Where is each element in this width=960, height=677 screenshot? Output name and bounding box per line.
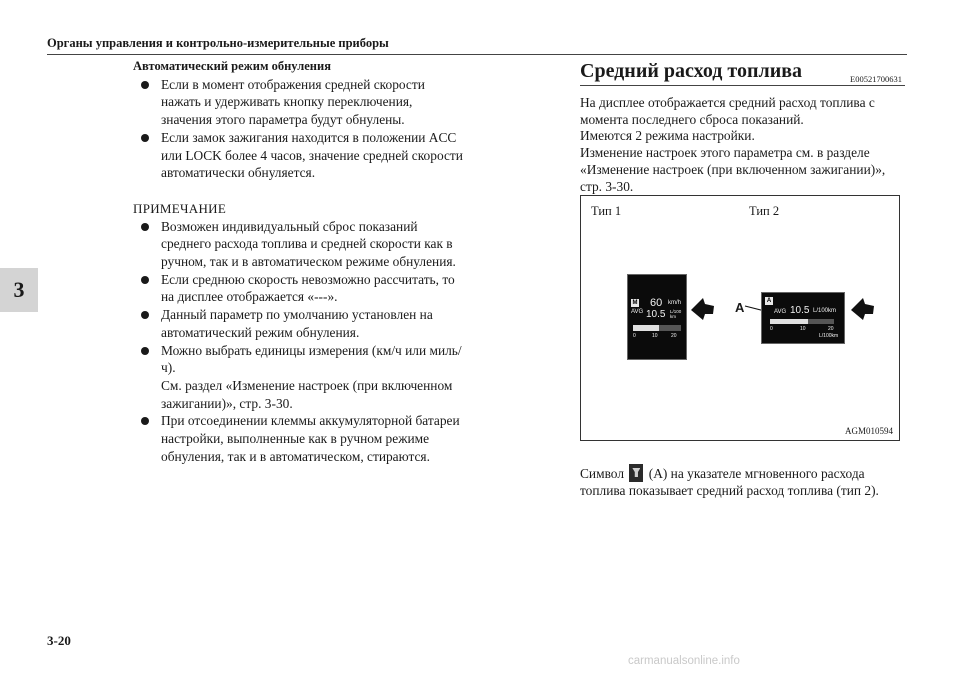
fuel-bar-fill bbox=[770, 319, 808, 324]
tick-label: 20 bbox=[828, 326, 834, 332]
list-item: Если в момент отображения средней скорости нажать и удерживать кнопку переключения, значения этого параметра будут обнулены. bbox=[139, 76, 463, 129]
figure-code: AGM010594 bbox=[844, 426, 893, 436]
caption-before: Символ bbox=[580, 466, 625, 481]
speed-value: 60 bbox=[650, 297, 663, 309]
list-item: Если замок зажигания находится в положении ACC или LOCK более 4 часов, значение средней скорости автоматически обнуляется. bbox=[139, 129, 463, 182]
note-heading: ПРИМЕЧАНИЕ bbox=[133, 200, 227, 216]
fuel-unit bbox=[670, 309, 681, 319]
intro-paragraph bbox=[580, 95, 900, 195]
right-column bbox=[580, 60, 905, 195]
fuel-unit-top: L/100 bbox=[670, 309, 682, 314]
type2-label: Тип 2 bbox=[749, 204, 780, 218]
auto-reset-list bbox=[133, 76, 463, 182]
display-type1 bbox=[627, 274, 687, 360]
chapter-tab: 3 bbox=[0, 268, 38, 312]
fuel-unit-bottom: km bbox=[670, 314, 676, 319]
tick-label: 0 bbox=[633, 333, 636, 339]
auto-reset-title: Автоматический режим обнуления bbox=[133, 59, 331, 73]
page-number: 3-20 bbox=[47, 633, 71, 648]
list-item bbox=[139, 342, 463, 413]
note-units-ref: См. раздел «Изменение настроек (при включенном зажигании)», стр. 3-30. bbox=[161, 377, 453, 411]
para-line: Имеются 2 режима настройки. bbox=[580, 128, 755, 144]
tick-label: 10 bbox=[800, 326, 806, 332]
watermark: carmanualsonline.info bbox=[628, 655, 740, 667]
display-type2 bbox=[761, 292, 845, 344]
mode-badge: A bbox=[766, 298, 772, 304]
page-header: Органы управления и контрольно-измерительные приборы bbox=[47, 36, 907, 55]
note-list bbox=[133, 218, 463, 466]
note-units-main: Можно выбрать единицы измерения (км/ч или миль/ч). bbox=[161, 342, 462, 376]
callout-label: A bbox=[735, 300, 745, 315]
section-title: Средний расход топлива bbox=[580, 60, 803, 82]
speed-unit: km/h bbox=[668, 300, 682, 306]
avg-fuel-symbol-icon bbox=[629, 464, 643, 482]
fuel-value: 10.5 bbox=[790, 305, 810, 316]
section-code: E00521700631 bbox=[850, 74, 902, 84]
fuel-bar-track bbox=[633, 325, 681, 331]
caption-after: (A) на указателе мгновенного расхода топлива показывает средний расход топлива (тип 2). bbox=[580, 466, 879, 498]
arrow-icon bbox=[689, 296, 715, 322]
fuel-bar-track bbox=[770, 319, 834, 324]
tick-label: 0 bbox=[770, 326, 773, 332]
fuel-unit: L/100km bbox=[813, 308, 837, 314]
fuel-value: 10.5 bbox=[646, 309, 666, 320]
list-item: Если среднюю скорость невозможно рассчитать, то на дисплее отображается «---». bbox=[139, 271, 463, 306]
unit-label: L/100km bbox=[819, 333, 839, 339]
arrow-icon bbox=[849, 296, 875, 322]
figure-caption bbox=[580, 464, 910, 499]
display-figure bbox=[580, 195, 900, 441]
tick-label: 10 bbox=[652, 333, 658, 339]
list-item: При отсоединении клеммы аккумуляторной батареи настройки, выполненные как в ручном режиме обнуления, так и в автоматическом, стираются. bbox=[139, 412, 463, 465]
avg-label: AVG bbox=[631, 309, 644, 315]
avg-label: AVG bbox=[774, 309, 787, 315]
type1-label: Тип 1 bbox=[591, 204, 622, 218]
mode-badge: M bbox=[632, 300, 638, 306]
para-line: Изменение настроек этого параметра см. в разделе «Изменение настроек (при включенном зажигании)», стр. 3-30. bbox=[580, 145, 886, 194]
list-item: Возможен индивидуальный сброс показаний среднего расхода топлива и средней скорости как в ручном, так и в автоматическом режиме обнуления. bbox=[139, 218, 463, 271]
tick-label: 20 bbox=[671, 333, 677, 339]
left-column bbox=[133, 58, 463, 465]
para-line: На дисплее отображается средний расход топлива с момента последнего сброса показаний. bbox=[580, 95, 875, 127]
list-item: Данный параметр по умолчанию установлен на автоматический режим обнуления. bbox=[139, 306, 463, 341]
section-heading bbox=[580, 60, 905, 86]
fuel-bar-fill bbox=[633, 325, 659, 331]
